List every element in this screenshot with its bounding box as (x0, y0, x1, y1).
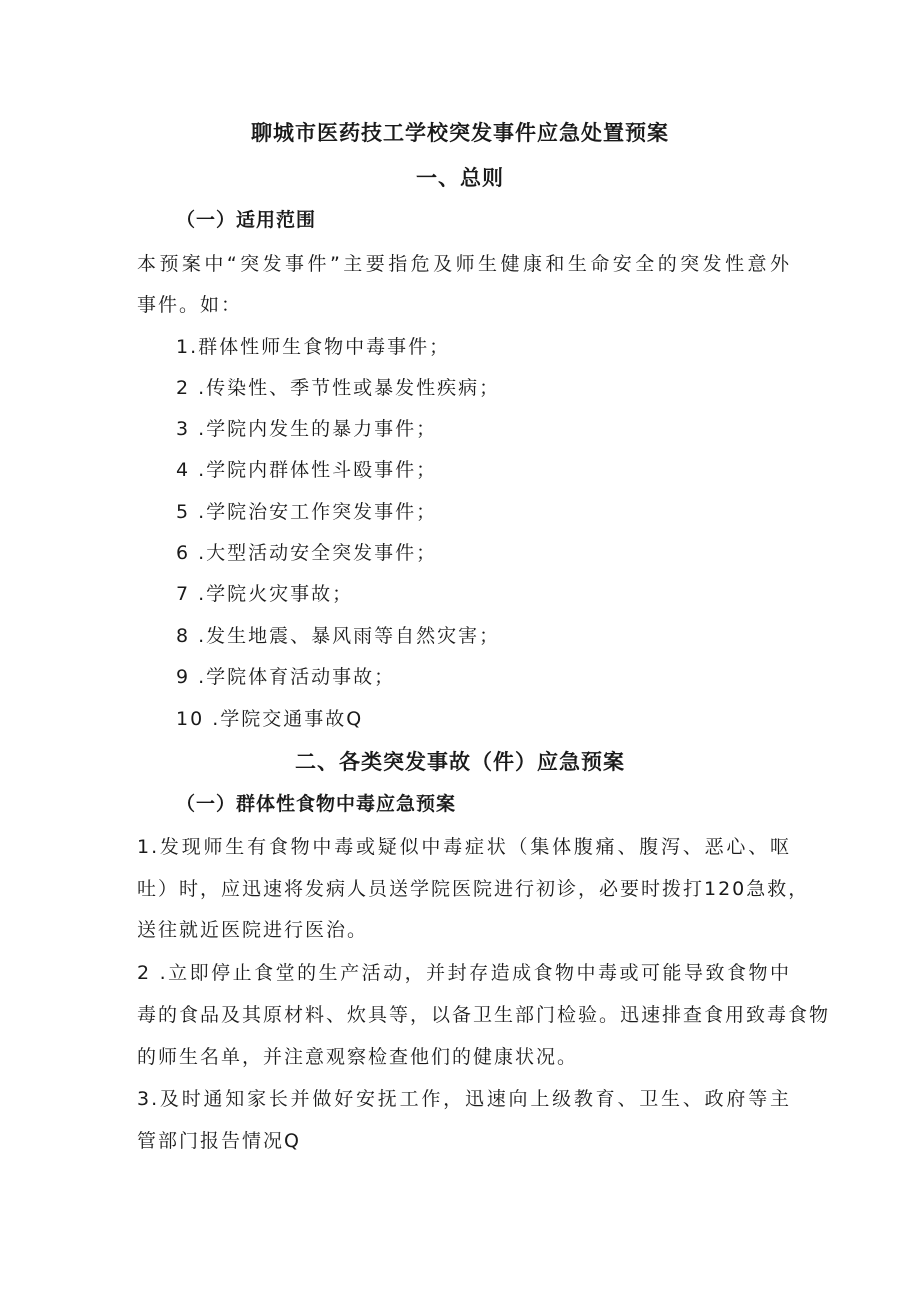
subheading-food-poisoning: （一）群体性食物中毒应急预案 (176, 793, 457, 815)
subheading-scope: （一）适用范围 (176, 209, 317, 231)
list-item: 6 .大型活动安全突发事件； (176, 542, 438, 564)
paragraph-3-line-2: 管部门报告情况Q (137, 1130, 301, 1152)
paragraph-2-line-2: 毒的食品及其原材料、炊具等，以备卫生部门检验。迅速排查食用致毒食物 (137, 1004, 831, 1026)
intro-line-2: 事件。如： (137, 294, 243, 316)
document-title: 聊城市医药技工学校突发事件应急处置预案 (251, 121, 669, 145)
section-heading-emergency-plans: 二、各类突发事故（件）应急预案 (295, 750, 625, 774)
list-item: 10 .学院交通事故Q (176, 708, 364, 730)
list-item: 7 .学院火灾事故； (176, 583, 354, 605)
paragraph-1-line-1: 1.发现师生有食物中毒或疑似中毒症状（集体腹痛、腹泻、恶心、呕 (137, 836, 791, 858)
list-item: 8 .发生地震、暴风雨等自然灾害； (176, 625, 501, 647)
paragraph-3-line-1: 3.及时通知家长并做好安抚工作，迅速向上级教育、卫生、政府等主 (137, 1088, 791, 1110)
list-item: 5 .学院治安工作突发事件； (176, 501, 438, 523)
paragraph-2-line-1: 2 .立即停止食堂的生产活动，并封存造成食物中毒或可能导致食物中 (137, 962, 791, 984)
section-heading-general: 一、总则 (416, 166, 504, 190)
paragraph-1-line-3: 送往就近医院进行医治。 (137, 919, 369, 941)
list-item: 4 .学院内群体性斗殴事件； (176, 459, 438, 481)
paragraph-2-line-3: 的师生名单，并注意观察检查他们的健康状况。 (137, 1046, 579, 1068)
list-item: 3 .学院内发生的暴力事件； (176, 418, 438, 440)
list-item: 2 .传染性、季节性或暴发性疾病； (176, 377, 501, 399)
intro-line-1: 本预案中“突发事件”主要指危及师生健康和生命安全的突发性意外 (137, 253, 791, 275)
list-item: 1.群体性师生食物中毒事件； (176, 336, 451, 358)
paragraph-1-line-2: 吐）时，应迅速将发病人员送学院医院进行初诊，必要时拨打120急救， (137, 878, 810, 900)
list-item: 9 .学院体育活动事故； (176, 666, 396, 688)
